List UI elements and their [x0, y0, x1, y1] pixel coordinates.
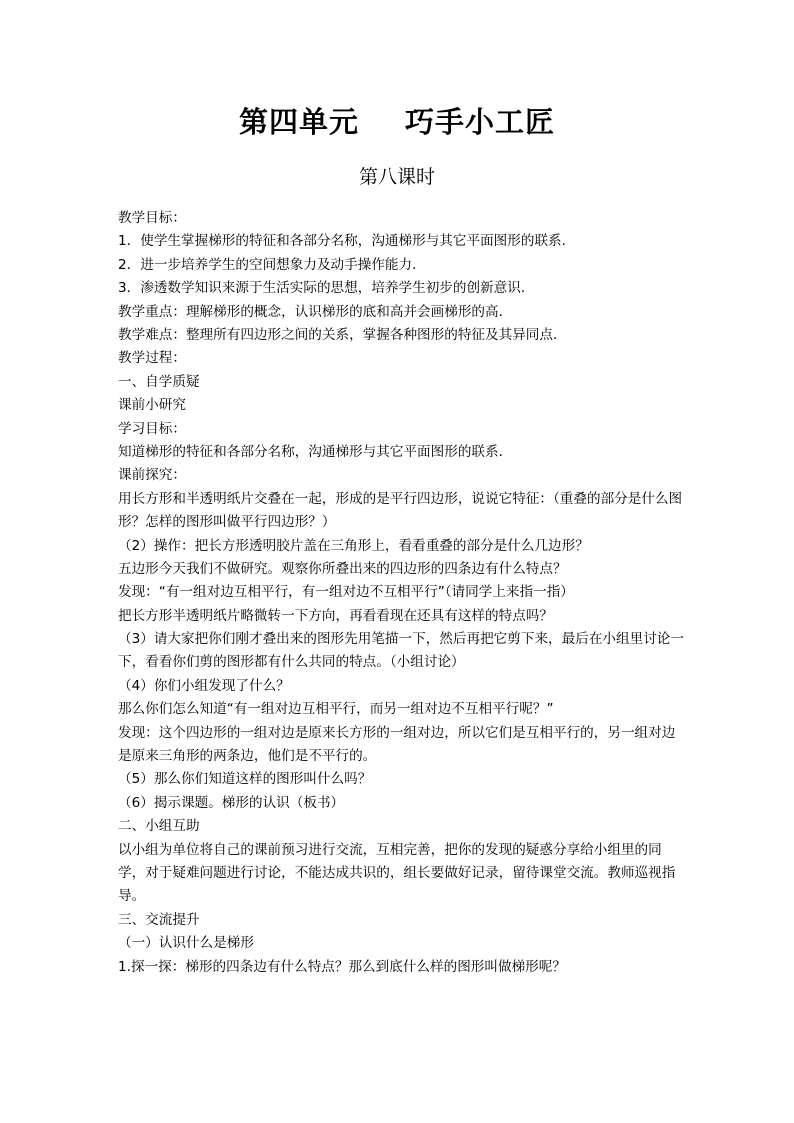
finding-2: 发现：这个四边形的一组对边是原来长方形的一组对边，所以它们是互相平行的，另一组对边是原来三角形的两条边，他们是不平行的。 — [118, 724, 676, 765]
explore-question: 1.探一探：梯形的四条边有什么特点？那么到底什么样的图形叫做梯形呢？ — [118, 958, 566, 975]
exploration-step-4: （4）你们小组发现了什么？ — [118, 677, 290, 694]
group-work-paragraph: 以小组为单位将自己的课前预习进行交流，互相完善，把你的发现的疑惑分享给小组里的同学，对于疑难问题进行讨论，不能达成共识的，组长要做好记录，留待课堂交流。教师巡视指导。 — [118, 841, 676, 905]
key-point: 教学重点：理解梯形的概念，认识梯形的底和高并会画梯形的高． — [118, 303, 513, 320]
section-2-heading: 二、小组互助 — [118, 818, 200, 835]
exploration-heading: 课前探究： — [118, 467, 186, 484]
objective-2: 2．进一步培养学生的空间想象力及动手操作能力． — [118, 256, 426, 273]
section-1-heading: 一、自学质疑 — [118, 373, 200, 390]
objectives-heading: 教学目标： — [118, 210, 186, 226]
how-know-question: 那么你们怎么知道“有一组对边互相平行，而另一组对边不互相平行呢？” — [118, 701, 554, 718]
finding-1: 发现：“有一组对边互相平行，有一组对边不互相平行”（请同学上来指一指） — [118, 584, 574, 601]
learning-goal-heading: 学习目标： — [118, 420, 186, 437]
learning-goal: 知道梯形的特征和各部分名称，沟通梯形与其它平面图形的联系． — [118, 443, 513, 460]
unit-number: 第四单元 — [238, 105, 359, 139]
lesson-title: 第八课时 — [358, 166, 435, 188]
process-heading: 教学过程： — [118, 350, 186, 367]
exploration-step-6: （6）揭示课题。梯形的认识（板书） — [118, 794, 345, 811]
subsection-1-heading: （一）认识什么是梯形 — [118, 935, 254, 952]
unit-topic: 巧手小工匠 — [405, 105, 556, 139]
objective-3: 3．渗透数学知识来源于生活实际的思想，培养学生初步的创新意识． — [118, 280, 535, 297]
section-3-heading: 三、交流提升 — [118, 911, 200, 928]
exploration-step-3: （3）请大家把你们刚才叠出来的图形先用笔描一下，然后再把它剪下来，最后在小组里讨论一下，看看你们剪的图形都有什么共同的特点。（小组讨论） — [118, 631, 684, 671]
document-body — [118, 207, 688, 979]
pentagon-note: 五边形今天我们不做研究。观察你所叠出来的四边形的四条边有什么特点？ — [118, 560, 567, 577]
difficult-point: 教学难点：整理所有四边形之间的关系，掌握各种图形的特征及其异同点． — [118, 326, 567, 343]
exploration-step-5: （5）那么你们知道这样的图形叫什么吗？ — [118, 771, 372, 788]
pre-class-study: 课前小研究 — [118, 397, 186, 414]
objective-1: 1．使学生掌握梯形的特征和各部分名称，沟通梯形与其它平面图形的联系． — [118, 233, 576, 250]
exploration-step-2: （2）操作：把长方形透明胶片盖在三角形上，看看重叠的部分是什么几边形？ — [118, 537, 589, 554]
exploration-step-1: 用长方形和半透明纸片交叠在一起，形成的是平行四边形，说说它特征：（重叠的部分是什么图形？怎样的图形叫做平行四边形？） — [118, 490, 683, 531]
rotate-question: 把长方形半透明纸片略微转一下方向，再看看现在还具有这样的特点吗？ — [118, 607, 553, 624]
unit-title — [0, 100, 794, 141]
